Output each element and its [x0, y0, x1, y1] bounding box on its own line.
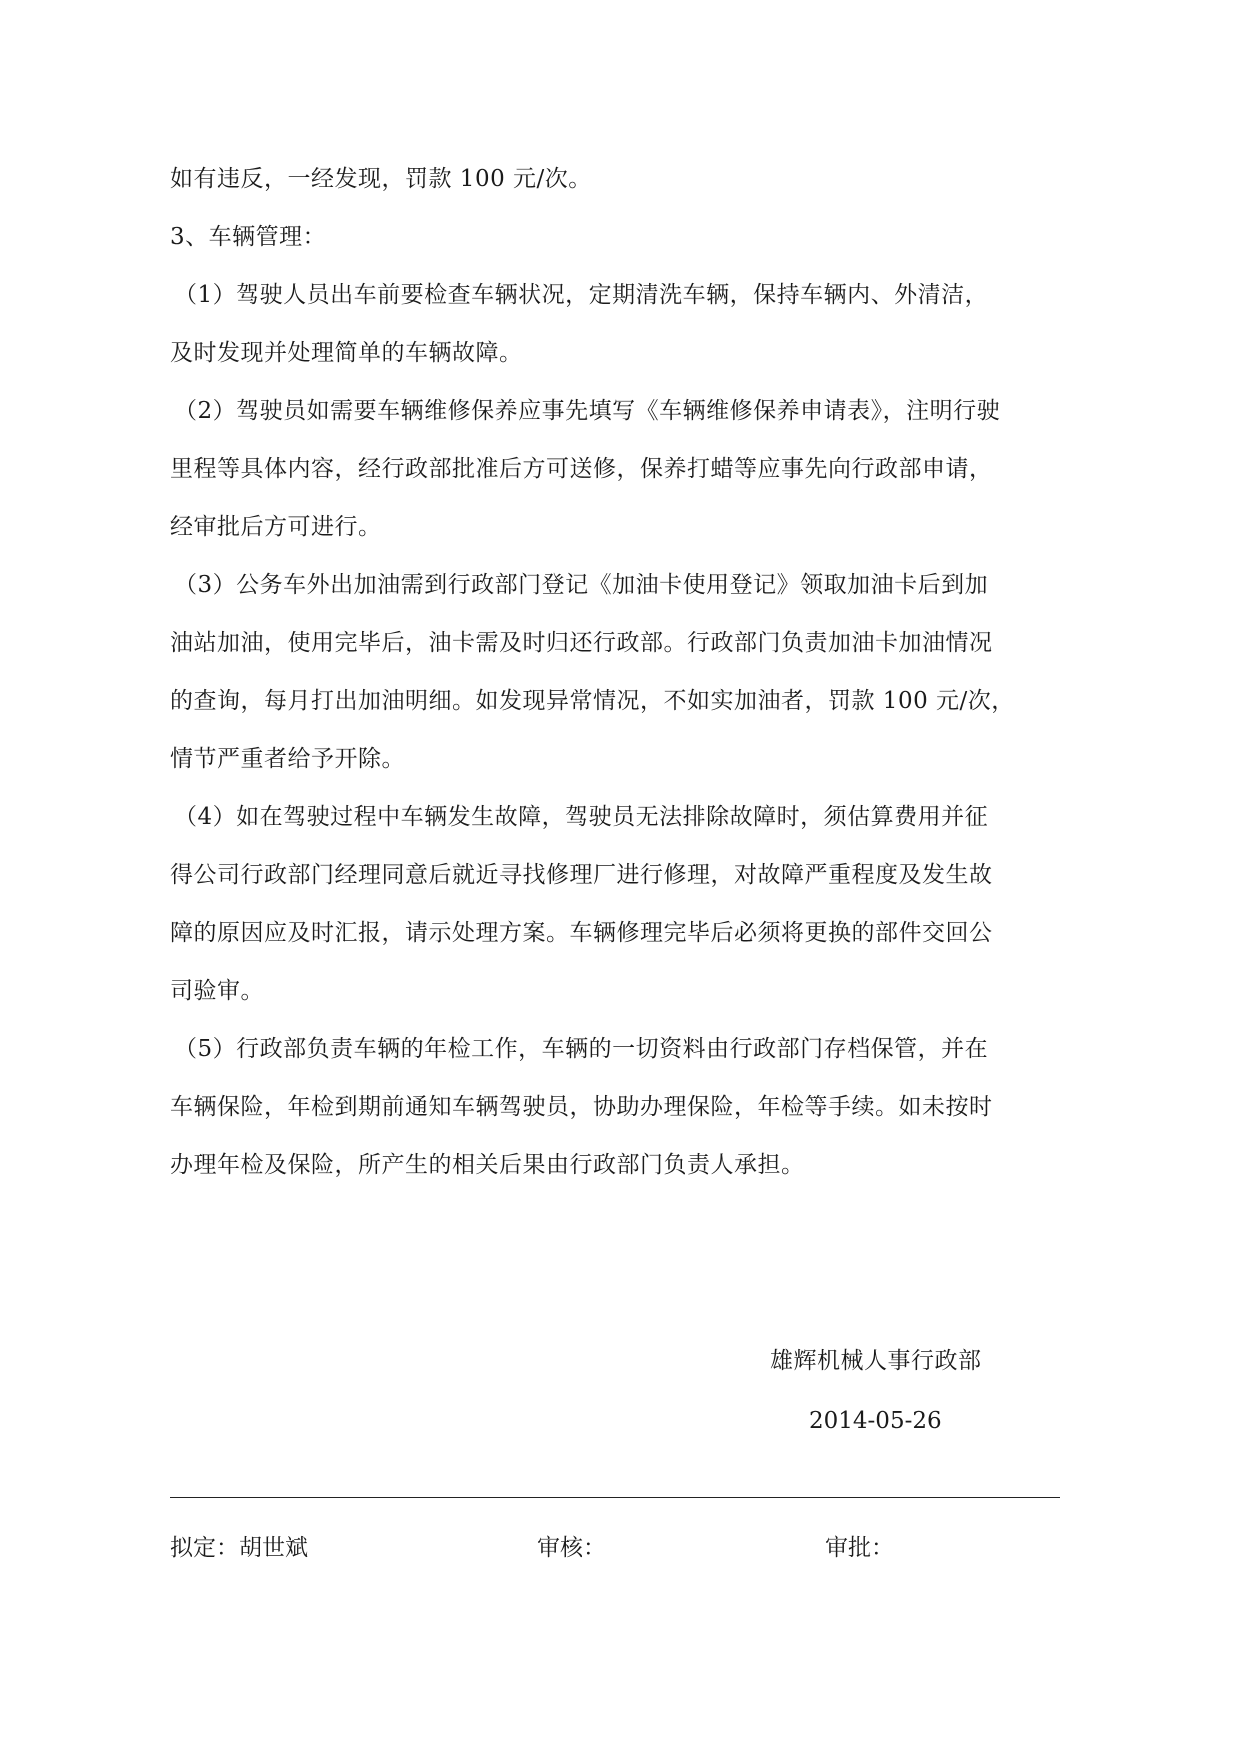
drafter-field: 拟定：胡世斌	[170, 1535, 308, 1561]
body-line: 情节严重者给予开除。	[170, 746, 405, 772]
body-line: 油站加油，使用完毕后，油卡需及时归还行政部。行政部门负责加油卡加油情况	[170, 630, 993, 656]
body-line: 如有违反，一经发现，罚款 100 元/次。	[170, 166, 592, 192]
body-line: （3）公务车外出加油需到行政部门登记《加油卡使用登记》领取加油卡后到加	[174, 572, 989, 598]
divider-line	[170, 1497, 1060, 1498]
body-line: 办理年检及保险，所产生的相关后果由行政部门负责人承担。	[170, 1152, 805, 1178]
body-line: （1）驾驶人员出车前要检查车辆状况，定期清洗车辆，保持车辆内、外清洁，	[174, 282, 989, 308]
approver-field: 审批：	[825, 1535, 894, 1561]
body-line: （5）行政部负责车辆的年检工作，车辆的一切资料由行政部门存档保管，并在	[174, 1036, 989, 1062]
body-line: 得公司行政部门经理同意后就近寻找修理厂进行修理，对故障严重程度及发生故	[170, 862, 993, 888]
body-line: 障的原因应及时汇报，请示处理方案。车辆修理完毕后必须将更换的部件交回公	[170, 920, 993, 946]
body-line: 里程等具体内容，经行政部批准后方可送修，保养打蜡等应事先向行政部申请，	[170, 456, 993, 482]
document-body	[170, 150, 1065, 1194]
signature-department: 雄辉机械人事行政部	[770, 1348, 982, 1374]
body-line: 的查询，每月打出加油明细。如发现异常情况，不如实加油者，罚款 100 元/次，	[170, 688, 1015, 714]
section-heading-vehicle-management: 3、车辆管理：	[170, 224, 327, 250]
body-line: （4）如在驾驶过程中车辆发生故障，驾驶员无法排除故障时，须估算费用并征	[174, 804, 989, 830]
body-line: 司验审。	[170, 978, 264, 1004]
body-line: 经审批后方可进行。	[170, 514, 382, 540]
signature-date: 2014-05-26	[809, 1408, 942, 1434]
body-line: 及时发现并处理简单的车辆故障。	[170, 340, 523, 366]
body-line: （2）驾驶员如需要车辆维修保养应事先填写《车辆维修保养申请表》，注明行驶	[174, 398, 1001, 424]
reviewer-field: 审核：	[537, 1535, 606, 1561]
body-line: 车辆保险，年检到期前通知车辆驾驶员，协助办理保险，年检等手续。如未按时	[170, 1094, 993, 1120]
